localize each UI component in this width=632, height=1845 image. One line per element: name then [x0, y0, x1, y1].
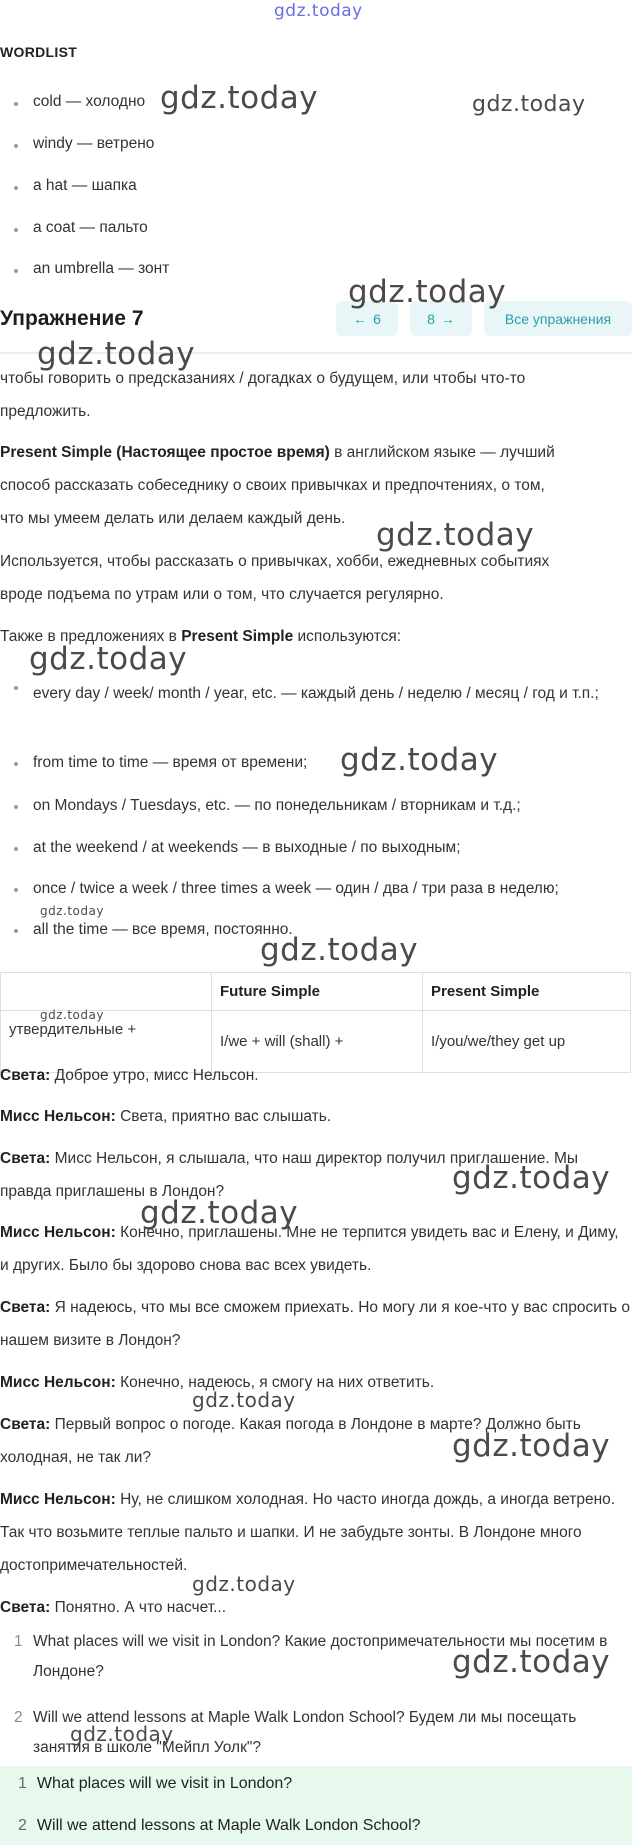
table-header-cell: Present Simple	[423, 973, 631, 1011]
table-header-cell	[1, 973, 212, 1011]
dialogue-text: Мисс Нельсон, я слышала, что наш директор получил приглашение. Мы правда приглашены в Лондон?	[0, 1150, 579, 1200]
list-item	[14, 838, 461, 858]
arrow-left-icon: ←	[353, 310, 368, 327]
dialogue-line	[0, 1366, 630, 1399]
speaker-name: Света:	[0, 1416, 51, 1433]
arrow-right-icon: →	[440, 310, 455, 327]
table-header-row	[1, 973, 631, 1011]
wordlist-item	[14, 219, 148, 237]
answer-text: Will we attend lessons at Maple Walk London School?	[36, 1817, 421, 1834]
wordlist-item-text: cold — холодно	[33, 93, 146, 110]
question-number: 2	[14, 1709, 23, 1726]
watermark: gdz.today	[37, 336, 196, 372]
speaker-name: Света:	[0, 1299, 51, 1316]
list-item	[14, 920, 293, 940]
wordlist-item	[14, 135, 154, 153]
exercise-title: Упражнение 7	[0, 307, 144, 330]
prev-exercise-label: 6	[373, 310, 381, 327]
paragraph-usage	[0, 545, 630, 611]
dialogue-text: Понятно. А что насчет...	[50, 1599, 227, 1616]
question-text: Will we attend lessons at Maple Walk London School? Будем ли мы посещать занятия в школе "Мейпл Уолк"?	[33, 1709, 577, 1756]
list-item-text: every day / week/ month / year, etc. — каждый день / неделю / месяц / год и т.п.;	[33, 685, 599, 702]
watermark: gdz.today	[40, 904, 104, 918]
dialogue-text: Света, приятно вас слышать.	[115, 1108, 332, 1125]
dialogue-line	[0, 1591, 630, 1624]
watermark-top: gdz.today	[274, 1, 363, 21]
watermark: gdz.today	[29, 641, 188, 677]
speaker-name: Света:	[0, 1067, 51, 1084]
text-line: вроде подъема по утрам или о том, что случается регулярно.	[0, 586, 444, 603]
paragraph-present-simple	[0, 436, 630, 535]
text-span: Также в предложениях в	[0, 628, 182, 645]
answer-item	[18, 1775, 292, 1793]
list-item	[14, 677, 626, 710]
dialogue-line	[0, 1291, 630, 1357]
watermark: gdz.today	[192, 1572, 296, 1596]
dialogue-line	[0, 1100, 630, 1133]
text-line: что мы умеем делать или делаем каждый день.	[0, 510, 346, 527]
speaker-name: Мисс Нельсон:	[0, 1108, 116, 1125]
answer-number: 2	[18, 1817, 27, 1834]
question-number: 1	[14, 1633, 23, 1650]
list-item-text: once / twice a week / three times a week — один / два / три раза в неделю;	[33, 880, 559, 897]
watermark: gdz.today	[472, 92, 586, 117]
list-item	[14, 796, 521, 816]
list-item-text: on Mondays / Tuesdays, etc. — по понедельникам / вторникам и т.д.;	[33, 797, 521, 814]
wordlist-item-text: a coat — пальто	[33, 219, 148, 236]
dialogue-text: Доброе утро, мисс Нельсон.	[50, 1067, 259, 1084]
watermark: gdz.today	[376, 517, 535, 553]
watermark: gdz.today	[160, 80, 319, 116]
watermark: gdz.today	[348, 274, 507, 310]
wordlist-item	[14, 177, 137, 195]
wordlist-item-text: an umbrella — зонт	[33, 260, 170, 277]
list-item-text: all the time — все время, постоянно.	[33, 921, 293, 938]
term-bold: Present Simple (Настоящее простое время)	[0, 444, 330, 461]
watermark: gdz.today	[452, 1644, 611, 1680]
watermark: gdz.today	[260, 932, 419, 968]
wordlist-item	[14, 260, 169, 278]
tense-table	[0, 972, 631, 1073]
list-item-text: at the weekend / at weekends — в выходные / по выходным;	[33, 839, 461, 856]
answer-block	[0, 1766, 632, 1845]
dialogue-line	[0, 1483, 630, 1582]
wordlist-title: WORDLIST	[0, 44, 78, 60]
text-line: предложить.	[0, 403, 91, 420]
list-item-text: from time to time — время от времени;	[33, 754, 308, 771]
answer-number: 1	[18, 1775, 27, 1792]
speaker-name: Света:	[0, 1150, 51, 1167]
table-cell: утвердительные +	[1, 1011, 212, 1073]
dialogue-text: Конечно, надеюсь, я смогу на них ответить.	[115, 1374, 435, 1391]
dialogue-text: Я надеюсь, что мы все сможем приехать. Но могу ли я кое-что у вас спросить о нашем визите в Лондон?	[0, 1299, 630, 1349]
speaker-name: Света:	[0, 1599, 51, 1616]
dialogue-line	[0, 1059, 630, 1092]
watermark: gdz.today	[452, 1428, 611, 1464]
dialogue-line	[0, 1216, 630, 1282]
question-text: What places will we visit in London? Какие достопримечательности мы посетим в Лондоне?	[33, 1633, 608, 1680]
table-cell: I/you/we/they get up	[423, 1011, 631, 1073]
dialogue-text: Первый вопрос о погоде. Какая погода в Лондоне в марте? Должно быть холодная, не так ли?	[0, 1416, 581, 1466]
text-span: используются:	[293, 628, 402, 645]
table-cell: I/we + will (shall) +	[212, 1011, 423, 1073]
watermark: gdz.today	[140, 1195, 299, 1231]
text-line: способ рассказать собеседнику о своих привычках и предпочтениях, о том,	[0, 477, 545, 494]
all-exercises-button[interactable]: Все упражнения	[484, 301, 632, 336]
next-exercise-label: 8	[427, 310, 435, 327]
answer-item	[18, 1817, 421, 1835]
answer-text: What places will we visit in London?	[36, 1775, 293, 1792]
text-line: Используется, чтобы рассказать о привычках, хобби, ежедневных событиях	[0, 553, 550, 570]
watermark: gdz.today	[192, 1388, 296, 1412]
watermark: gdz.today	[40, 1008, 104, 1022]
speaker-name: Мисс Нельсон:	[0, 1491, 116, 1508]
watermark: gdz.today	[70, 1722, 174, 1746]
text-line	[0, 436, 630, 469]
speaker-name: Мисс Нельсон:	[0, 1374, 116, 1391]
term-bold: Present Simple	[181, 628, 294, 645]
wordlist-item-text: a hat — шапка	[33, 177, 137, 194]
wordlist-item-text: windy — ветрено	[33, 135, 155, 152]
list-item	[14, 753, 307, 773]
dialogue-text: Ну, не слишком холодная. Но часто иногда дождь, а иногда ветрено. Так что возьмите теплые пальто и шапки. И не забудьте зонты. В Лондоне много достопримечательностей.	[0, 1491, 616, 1574]
text-span: в английском языке — лучший	[329, 444, 555, 461]
watermark: gdz.today	[452, 1160, 611, 1196]
wordlist-item	[14, 93, 145, 111]
watermark: gdz.today	[340, 742, 499, 778]
table-header-cell: Future Simple	[212, 973, 423, 1011]
list-item	[14, 879, 559, 899]
speaker-name: Мисс Нельсон:	[0, 1224, 116, 1241]
text-line: чтобы говорить о предсказаниях / догадках о будущем, или чтобы что-то	[0, 370, 526, 387]
dialogue-text: Конечно, приглашены. Мне не терпится увидеть вас и Елену, и Диму, и других. Было бы здорово снова вас всех увидеть.	[0, 1224, 619, 1274]
